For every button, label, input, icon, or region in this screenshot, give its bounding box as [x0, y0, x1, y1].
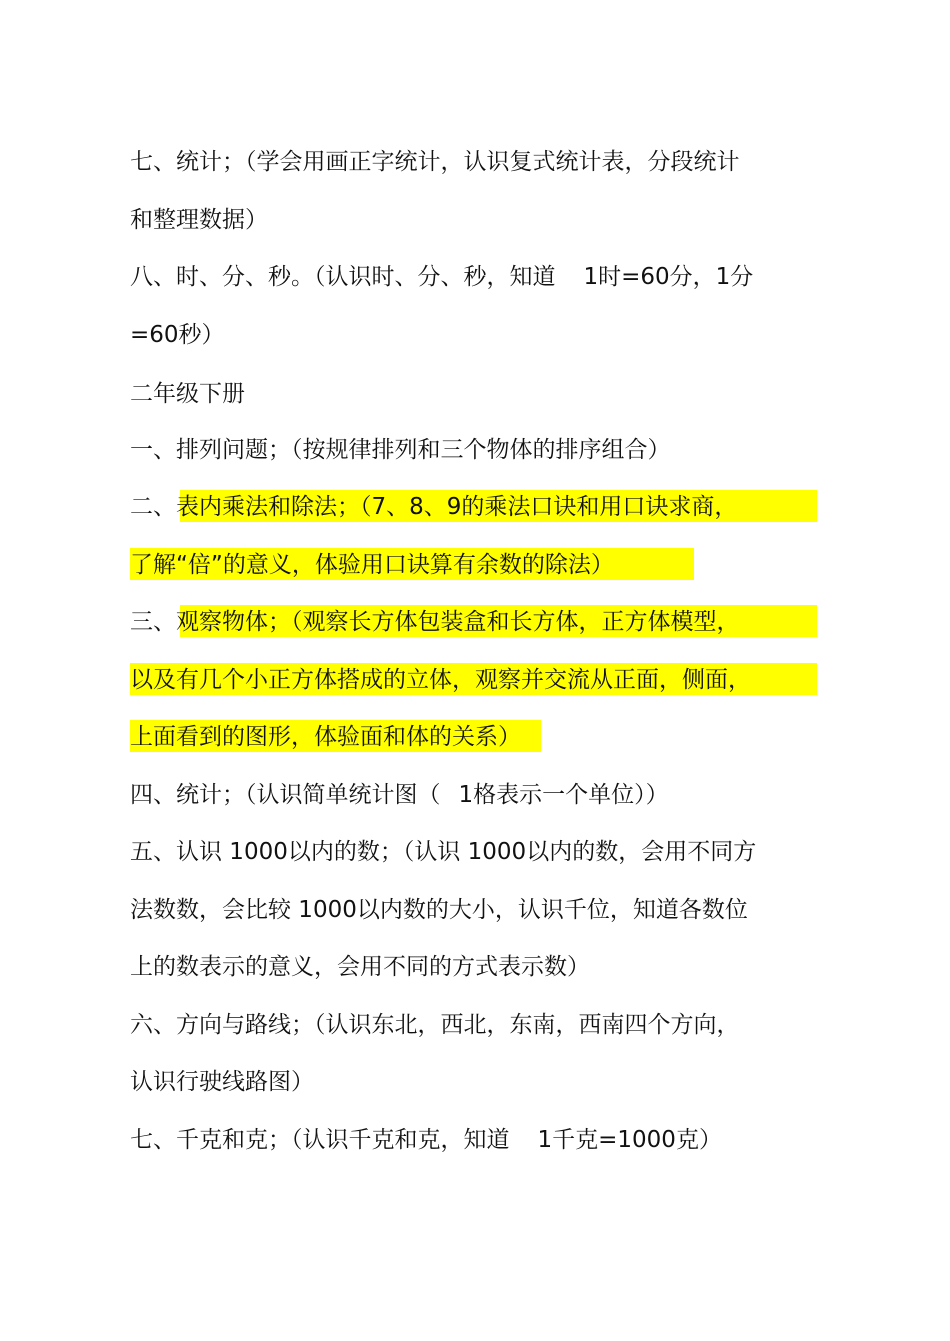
text-segment: 四、统计；（认识简单统计图（	[130, 782, 441, 808]
text-line	[130, 1123, 722, 1157]
text-segment: 八、时、分、秒。（认识时、分、秒，知道	[130, 264, 556, 290]
section-title: 二年级下册	[130, 381, 245, 407]
text-line: 和整理数据）	[130, 207, 268, 233]
text-line	[130, 490, 737, 524]
text-line: =60秒）	[130, 322, 225, 348]
text-line: 上的数表示的意义，会用不同的方式表示数）	[130, 954, 590, 980]
text-line: 一、排列问题；（按规律排列和三个物体的排序组合）	[130, 437, 671, 463]
text-segment: 七、千克和克；（认识千克和克，知道	[130, 1127, 510, 1153]
text-line: 六、方向与路线；（认识东北，西北，东南，西南四个方向，	[130, 1012, 740, 1038]
item-number: 二、	[130, 494, 176, 520]
text-line	[130, 605, 740, 639]
text-segment: 1格表示一个单位））	[458, 782, 669, 808]
text-line: 上面看到的图形，体验面和体的关系）	[130, 724, 521, 750]
text-segment: 1千克=1000克）	[537, 1127, 722, 1153]
text-segment: 表内乘法和除法；（7、8、9的乘法口诀和用口诀求商，	[176, 494, 738, 520]
text-line: 以及有几个小正方体搭成的立体，观察并交流从正面，侧面，	[130, 667, 751, 693]
text-line: 了解“倍”的意义，体验用口诀算有余数的除法）	[130, 552, 614, 578]
text-line: 认识行驶线路图）	[130, 1069, 314, 1095]
text-line: 五、认识 1000以内的数；（认识 1000以内的数，会用不同方	[130, 839, 757, 865]
text-segment: 1时=60分，1分	[583, 264, 754, 290]
item-number: 三、	[130, 609, 176, 635]
text-line	[130, 260, 753, 294]
text-line: 法数数，会比较 1000以内数的大小，认识千位，知道各数位	[130, 897, 748, 923]
text-segment: 观察物体；（观察长方体包装盒和长方体，正方体模型，	[176, 609, 740, 635]
text-line	[130, 778, 669, 812]
text-line: 七、统计；（学会用画正字统计，认识复式统计表，分段统计	[130, 149, 740, 175]
